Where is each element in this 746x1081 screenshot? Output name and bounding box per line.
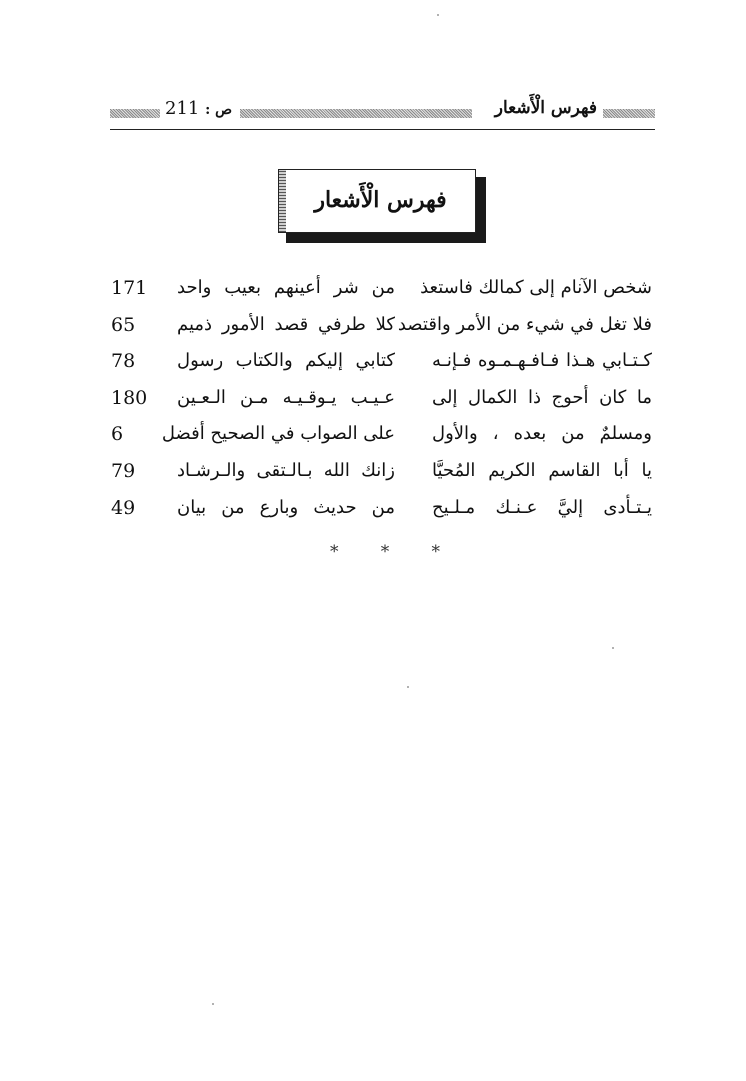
verse-row: [100, 490, 660, 527]
first-hemistich: يا أبا القاسم الكريم المُحيَّا: [432, 459, 652, 481]
page-number: 211: [165, 98, 200, 119]
title-box-ornament: [279, 170, 286, 232]
first-hemistich: فلا تغل في شيء من الأمر واقتصد: [397, 313, 652, 335]
scan-speck: [407, 686, 409, 688]
section-title: فهرس الْأَشعار: [314, 187, 447, 213]
header-ornament-middle: [240, 109, 472, 118]
verse-row: [100, 270, 660, 307]
asterisk-icon: *: [431, 542, 440, 562]
header-title: فهرس الْأَشعار: [494, 98, 597, 118]
page-reference: 79: [111, 459, 136, 482]
page-reference: 180: [111, 386, 148, 409]
asterisk-icon: *: [330, 542, 339, 562]
verse-row: [100, 416, 660, 453]
page-label: ص :: [205, 102, 233, 118]
verse-row: [100, 307, 660, 344]
second-hemistich: عـيـب يـوقـيـه مـن الـعـين: [177, 386, 395, 408]
asterisk-icon: *: [380, 542, 390, 562]
second-hemistich: من حديث وبارع من بيان: [177, 496, 395, 518]
second-hemistich: زانك الله بـالـتقى والـرشـاد: [177, 459, 395, 481]
end-marker: [330, 542, 440, 562]
second-hemistich: كتابي إليكم والكتاب رسول: [177, 350, 395, 372]
page-reference: 78: [111, 350, 136, 373]
first-hemistich: ما كان أحوج ذا الكمال إلى: [432, 386, 652, 408]
running-header: [110, 98, 655, 128]
second-hemistich: من شر أعينهم بعيب واحد: [177, 277, 395, 298]
scan-speck: [212, 1003, 214, 1005]
verse-row: [100, 453, 660, 490]
verse-row: [100, 343, 660, 380]
header-rule: [110, 129, 655, 130]
first-hemistich: شخص الآنام إلى كمالك فاستعذ: [420, 277, 652, 298]
page-reference: 65: [111, 313, 136, 336]
first-hemistich: ومسلمٌ من بعده ، والأول: [432, 423, 652, 445]
first-hemistich: كـتـابي هـذا فـافـهـمـوه فـإنـه: [432, 350, 652, 372]
page-reference: 6: [111, 423, 124, 446]
page-reference: 171: [111, 277, 148, 299]
scan-speck: [437, 14, 439, 16]
first-hemistich: يـتـأدى إليَّ عـنـك مـلـيح: [432, 496, 652, 518]
header-ornament-right: [603, 109, 655, 118]
second-hemistich: على الصواب في الصحيح أفضل: [161, 423, 395, 445]
verse-index-table: [100, 270, 660, 526]
header-page: [165, 98, 232, 119]
page-reference: 49: [111, 496, 136, 519]
header-ornament-left: [110, 109, 160, 118]
second-hemistich: كلا طرفي قصد الأمور ذميم: [177, 313, 395, 335]
scan-speck: [612, 647, 614, 649]
section-title-box: [278, 169, 476, 233]
verse-row: [100, 380, 660, 417]
